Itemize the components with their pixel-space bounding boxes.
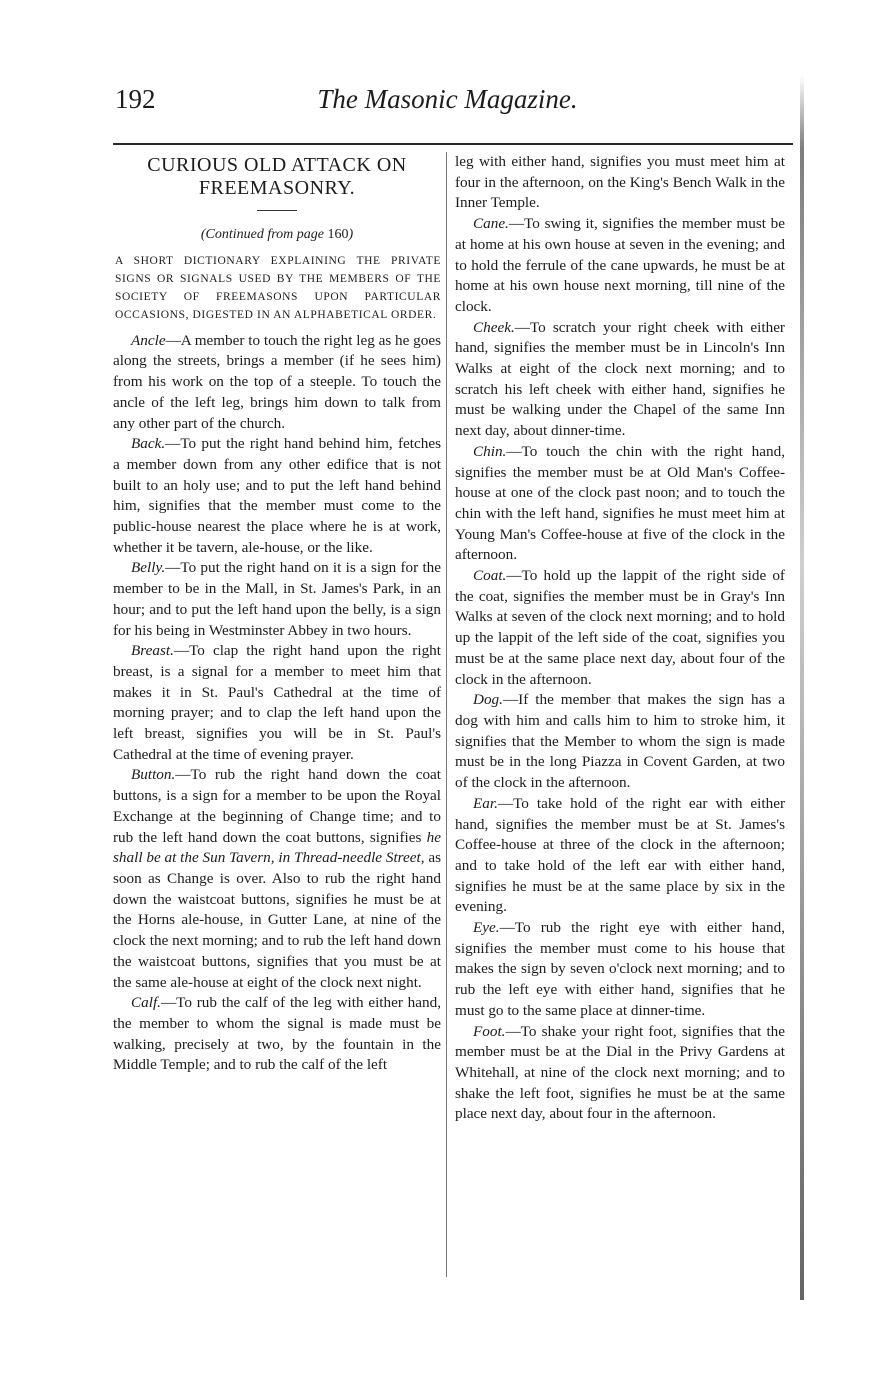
entry-text: —To scratch your right cheek with either hand, signifies the member must be in Lincoln's Inn Walks at eight of the clock next morning; and to scratch his left cheek with either hand, signifies he must be walking under the Chapel of the same Inn next day, about dinner-time. xyxy=(455,318,785,440)
entry-term: Calf. xyxy=(131,994,161,1012)
continued-prefix: (Continued from page xyxy=(200,227,328,242)
entry-term: Back. xyxy=(131,435,166,453)
entry-breast xyxy=(113,641,441,765)
article-title-line2: FREEMASONRY. xyxy=(198,177,356,199)
entry-foot xyxy=(455,1022,785,1126)
entry-term: Cheek. xyxy=(473,318,515,336)
entry-text: —To shake your right foot, signifies that the member must be at the Dial in the Privy Gardens at Whitehall, at nine of the clock next morning; and to shake the left foot, signifies he must be at the same place next day, about four in the afternoon. xyxy=(455,1022,785,1123)
entry-ear xyxy=(455,794,785,918)
page-edge-shadow xyxy=(800,75,804,1300)
entry-text: —To hold up the lappit of the right side of the coat, signifies the member must be in Gray's Inn Walks at seven of the clock next morning; and to hold up the lappit of the left side of the coat, signifies you must be at the same place next day, about four of the clock in the afternoon. xyxy=(455,567,785,688)
entry-coat xyxy=(455,566,785,690)
entry-text: —To put the right hand on it is a sign for the member to be in the Mall, in St. James's Park, in an hour; and to put the left hand upon the belly, is a sign for his being in Westminster Abbey in two hours. xyxy=(113,559,441,639)
article-title xyxy=(113,154,441,200)
entry-chin xyxy=(455,442,785,566)
entry-text: —A member to touch the right leg as he goes along the streets, brings a member (if he sees him) from his work on the top of a steeple. To touch the ancle of the left leg, brings him down to talk from any other part of the church. xyxy=(113,331,441,432)
entry-term: Ancle xyxy=(131,331,166,349)
entry-back xyxy=(113,434,441,558)
entry-text: as soon as Change is over. Also to rub the right hand down the waistcoat buttons, signifies he must be at the Horns ale-house, in Gutter Lane, at nine of the clock the next morning; and to rub the left hand down the waistcoat buttons, signifies that you must be at the same ale-house at eight of the clock next night. xyxy=(113,849,441,991)
entry-calf-continued: leg with either hand, signifies you must meet him at four in the afternoon, on the King's Bench Walk in the Inner Temple. xyxy=(455,153,785,212)
column-divider xyxy=(446,152,447,1277)
entry-eye xyxy=(455,918,785,1022)
entry-text: —To swing it, signifies the member must be at home at his own house at seven in the evening; and to hold the ferrule of the cane upwards, he must be at home at his own house next morning, till nine of the clock. xyxy=(455,215,785,315)
entry-text: —To rub the right hand down the coat buttons, is a sign for a member to be upon the Royal Exchange at the beginning of Change time; and to rub the left hand down the coat buttons, signifies xyxy=(113,766,441,846)
entry-term: Dog. xyxy=(473,691,503,709)
entry-term: Breast. xyxy=(131,642,174,660)
entry-dog xyxy=(455,690,785,794)
page-header xyxy=(115,84,780,124)
article-title-line1: CURIOUS OLD ATTACK ON xyxy=(147,154,407,176)
entry-text: —To rub the right eye with either hand, signifies the member must come to his house that makes the sign by seven o'clock next morning; and to rub the left eye with either hand, signifies that he must go to the same place at dinner-time. xyxy=(455,919,785,1019)
entry-text: —To touch the chin with the right hand, signifies the member must be at Old Man's Coffee-house at one of the clock past noon; and to touch the chin with the left hand, signifies he must meet him at Young Man's Coffee-house at five of the clock in the afternoon. xyxy=(455,442,785,564)
entry-text: —To take hold of the right ear with either hand, signifies the member must be at St. James's Coffee-house at three of the clock in the afternoon; and to take hold of the left ear with either hand, signifies he must be at the same place by six in the evening. xyxy=(455,794,785,916)
entry-calf xyxy=(113,993,441,1076)
entry-cheek xyxy=(455,318,785,442)
entry-term: Foot. xyxy=(473,1022,506,1040)
entry-term: Eye. xyxy=(473,919,500,937)
entry-term: Chin. xyxy=(473,442,507,460)
entry-text: —To clap the right hand upon the right breast, is a signal for a member to meet him that makes it in St. Paul's Cathedral at the time of morning prayer; and to clap the left hand upon the left breast, signifies you will be in St. Paul's Cathedral at the time of evening prayer. xyxy=(113,642,441,763)
continued-suffix: ) xyxy=(348,227,354,242)
entry-button xyxy=(113,765,441,993)
entry-term: Button. xyxy=(131,766,176,784)
entry-belly xyxy=(113,558,441,641)
entry-term: Cane. xyxy=(473,215,509,233)
article-intro: A SHORT DICTIONARY EXPLAINING THE PRIVATE SIGNS OR SIGNALS USED BY THE MEMBERS OF THE SOCIETY OF FREEMASONS UPON PARTICULAR OCCASIONS, DIGESTED IN AN ALPHABETICAL ORDER. xyxy=(115,254,441,321)
entry-text: —To put the right hand behind him, fetches a member down from any other edifice that is not built to an holy use; and to put the left hand behind him, signifies that the member must come to the public-house nearest the place where he is at work, whether it be tavern, ale-house, or the like. xyxy=(113,435,441,556)
entry-term: Coat. xyxy=(473,567,507,585)
header-rule xyxy=(113,143,793,145)
entry-text: —If the member that makes the sign has a dog with him and calls him to him to stroke him, it signifies that the Member to whom the sign is made must be in the long Piazza in Covent Garden, at two of the clock in the afternoon. xyxy=(455,691,785,792)
entry-cane xyxy=(455,214,785,318)
continued-note xyxy=(113,225,441,246)
entry-text-italic: he shall be at the Sun Tavern, in Thread-needle Street, xyxy=(113,828,441,867)
entry-term: Ear. xyxy=(473,794,498,812)
running-title: The Masonic Magazine. xyxy=(317,84,578,114)
continued-page: 160 xyxy=(327,227,349,242)
title-divider xyxy=(257,210,297,211)
left-column xyxy=(113,152,441,1076)
page-number: 192 xyxy=(115,84,156,114)
right-column xyxy=(455,152,785,1125)
entry-text: —To rub the calf of the leg with either hand, the member to whom the signal is made must be walking, precisely at two, by the fountain in the Middle Temple; and to rub the calf of the left xyxy=(113,994,441,1074)
entry-ancle xyxy=(113,331,441,435)
entry-term: Belly. xyxy=(131,559,166,577)
